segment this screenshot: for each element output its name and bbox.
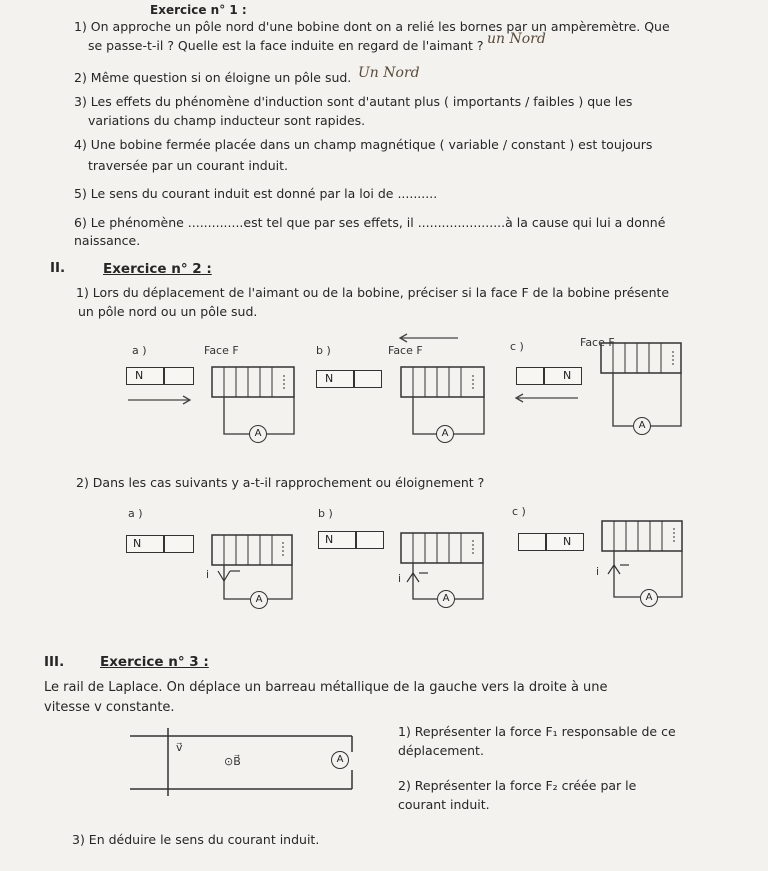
- ex1-q3-line2: variations du champ inducteur sont rapides.: [88, 113, 366, 128]
- ammeter-b: A: [436, 425, 454, 443]
- exercise-2-title: Exercice n° 2 :: [103, 261, 212, 277]
- face-f-label: Face F: [204, 344, 239, 357]
- diagram-c2-label: c ): [512, 505, 526, 518]
- ex2-number: II.: [50, 260, 66, 276]
- ex3-q1-line1: 1) Représenter la force F₁ responsable de ce: [398, 724, 676, 739]
- magnet: [126, 535, 194, 553]
- ex1-q6-line1: 6) Le phénomène ..............est tel que par ses effets, il ......................à la cause qui lui a donné: [74, 215, 666, 230]
- magnet-north-label: N: [563, 535, 572, 548]
- exercise-3-title: Exercice n° 3 :: [100, 654, 209, 670]
- magnet: [318, 531, 384, 549]
- ammeter-b2: A: [437, 590, 455, 608]
- velocity-label: v⃗: [176, 741, 183, 754]
- magnet-north-label: N: [325, 372, 334, 385]
- diagram-b2-label: b ): [318, 507, 333, 520]
- exercise-1-title: Exercice n° 1 :: [150, 3, 247, 17]
- magnet: [516, 367, 582, 385]
- ammeter-laplace: A: [331, 751, 349, 769]
- ex2-q1-line1: 1) Lors du déplacement de l'aimant ou de la bobine, préciser si la face F de la bobine présente: [76, 285, 670, 300]
- face-f-label: Face F: [388, 344, 423, 357]
- magnet: [518, 533, 584, 551]
- ammeter-c2: A: [640, 589, 658, 607]
- ex3-intro-line1: Le rail de Laplace. On déplace un barreau métallique de la gauche vers la droite à une: [44, 680, 608, 695]
- ex1-q5: 5) Le sens du courant induit est donné par la loi de ..........: [74, 186, 438, 201]
- magnetic-field-label: ⊙B⃗: [224, 755, 241, 768]
- ex3-q1-line2: déplacement.: [398, 743, 484, 758]
- ex1-q1-line1: 1) On approche un pôle nord d'une bobine dont on a relié les bornes par un ampèremètre. Que: [74, 19, 670, 34]
- magnet-north-label: N: [135, 369, 144, 382]
- ex1-q4-line1: 4) Une bobine fermée placée dans un champ magnétique ( variable / constant ) est toujours: [74, 137, 653, 152]
- ex1-q2: 2) Même question si on éloigne un pôle sud.: [74, 70, 352, 85]
- ex3-q3: 3) En déduire le sens du courant induit.: [72, 832, 320, 847]
- ex1-q6-line2: naissance.: [74, 233, 141, 248]
- ex1-q4-line2: traversée par un courant induit.: [88, 158, 288, 173]
- magnet-north-label: N: [325, 533, 334, 546]
- ex3-number: III.: [44, 654, 65, 670]
- ammeter-a: A: [249, 425, 267, 443]
- diagram-a-label: a ): [132, 344, 147, 357]
- ex2-q2: 2) Dans les cas suivants y a-t-il rapprochement ou éloignement ?: [76, 475, 485, 490]
- diagram-b-label: b ): [316, 344, 331, 357]
- diagram-a2-label: a ): [128, 507, 143, 520]
- magnet-north-label: N: [563, 369, 572, 382]
- face-f-label: Face F: [580, 336, 615, 349]
- ex1-q2-handwritten-answer: Un Nord: [358, 65, 420, 81]
- current-label: i: [206, 568, 210, 581]
- ex1-q3-line1: 3) Les effets du phénomène d'induction sont d'autant plus ( importants / faibles ) que les: [74, 94, 633, 109]
- ex3-intro-line2: vitesse v constante.: [44, 700, 175, 715]
- ex1-q1-handwritten-answer: un Nord: [487, 31, 546, 47]
- ammeter-a2: A: [250, 591, 268, 609]
- current-label: i: [398, 572, 402, 585]
- ex3-q2-line1: 2) Représenter la force F₂ créée par le: [398, 778, 637, 793]
- ex1-q1-line2: se passe-t-il ? Quelle est la face induite en regard de l'aimant ?: [88, 38, 484, 53]
- magnet-north-label: N: [133, 537, 142, 550]
- current-label: i: [596, 565, 600, 578]
- magnet: [316, 370, 382, 388]
- diagram-c-label: c ): [510, 340, 524, 353]
- ex3-q2-line2: courant induit.: [398, 797, 490, 812]
- ammeter-c: A: [633, 417, 651, 435]
- ex2-q1-line2: un pôle nord ou un pôle sud.: [78, 304, 258, 319]
